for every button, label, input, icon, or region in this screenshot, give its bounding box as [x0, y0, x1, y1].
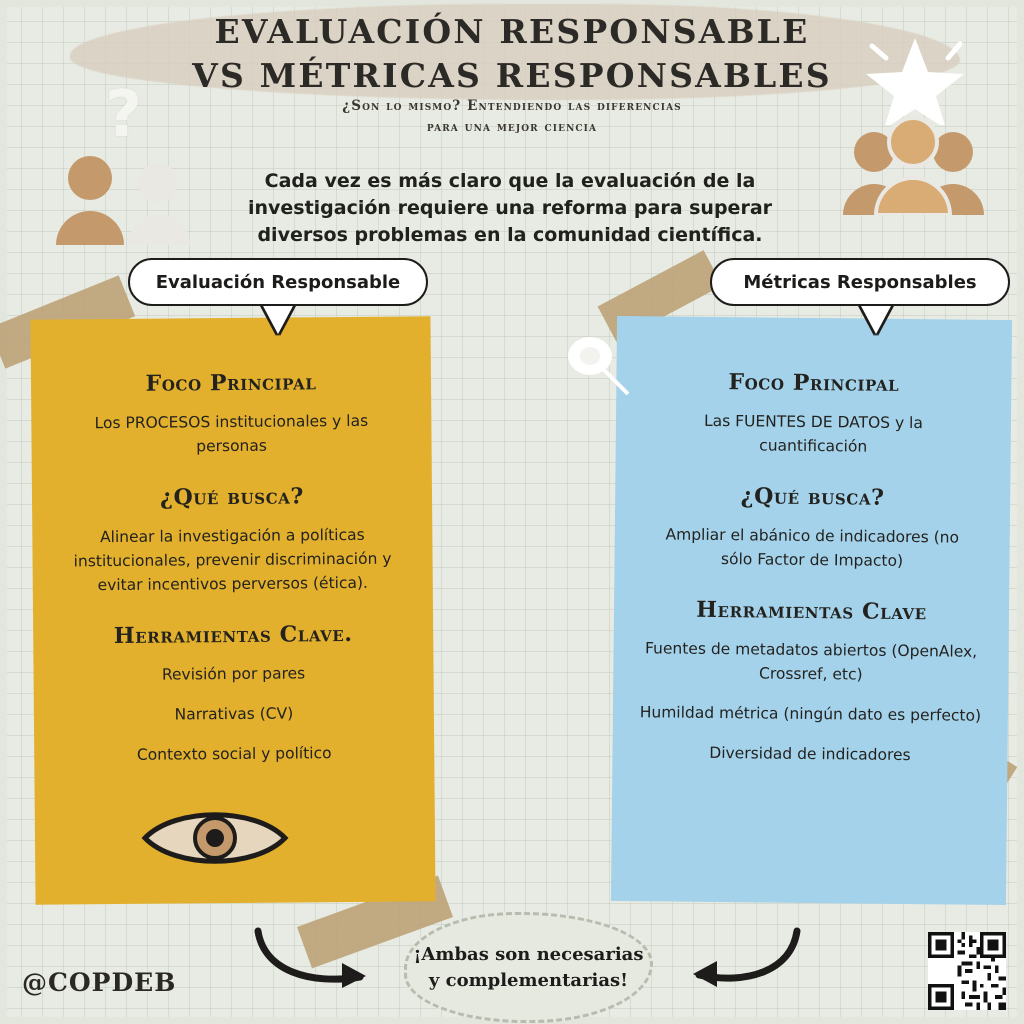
- tag-tail-right: [860, 304, 892, 334]
- right-tools-list: [638, 636, 982, 768]
- panel-metricas-responsables: [611, 316, 1012, 905]
- subtitle-line-2: para una mejor ciencia: [426, 119, 598, 135]
- list-item: Revisión por pares: [161, 664, 306, 684]
- left-focus-body: Los PROCESOS institucionales y las personas: [94, 411, 369, 456]
- list-item: Humildad métrica (ningún dato es perfecto): [639, 703, 982, 725]
- left-tools-list: [59, 660, 408, 767]
- subtitle-line-1: ¿Son lo mismo? Entendiendo las diferencias: [342, 98, 682, 114]
- eye-icon: [140, 805, 290, 870]
- list-item: Contexto social y político: [136, 744, 332, 764]
- curved-arrow-right-icon: [250, 925, 380, 995]
- label-text: Evaluación Responsable: [155, 271, 401, 293]
- right-focus-body: Las FUENTES DE DATOS y la cuantificación: [703, 411, 923, 456]
- title-line-2: VS MÉTRICAS RESPONSABLES: [192, 56, 832, 95]
- people-icon: [48, 150, 208, 245]
- tag-tail-left: [262, 304, 294, 334]
- qr-code-icon[interactable]: [928, 932, 1006, 1010]
- push-pin-icon: [560, 330, 630, 400]
- label-text: Métricas Responsables: [743, 271, 977, 293]
- star-icon: [860, 30, 970, 125]
- people-group-icon: [838, 110, 988, 215]
- author-handle: @COPDEB: [22, 968, 177, 997]
- list-item: Diversidad de indicadores: [709, 743, 911, 765]
- intro-paragraph: Cada vez es más claro que la evaluación de la investigación requiere una reforma para superar diversos problemas en la comunidad científica.: [247, 170, 773, 246]
- list-item: Narrativas (CV): [174, 704, 294, 724]
- list-item: Fuentes de metadatos abiertos (OpenAlex, Crossref, etc): [644, 639, 978, 684]
- title-line-1: EVALUACIÓN RESPONSABLE: [214, 12, 810, 51]
- curved-arrow-left-icon: [685, 925, 805, 995]
- conclusion-bubble: [404, 912, 653, 1023]
- right-seeks-body: Ampliar el abánico de indicadores (no sólo Factor de Impacto): [665, 525, 960, 570]
- label-evaluacion-responsable: [128, 258, 428, 306]
- left-seeks-body: Alinear la investigación a políticas institucionales, prevenir discriminación y evitar incentivos perversos (ética).: [73, 525, 392, 595]
- conclusion-text: ¡Ambas son necesarias y complementarias!: [413, 943, 644, 991]
- left-focus-heading: Foco Principal: [145, 369, 317, 397]
- label-metricas-responsables: [710, 258, 1010, 306]
- right-focus-heading: Foco Principal: [728, 369, 900, 397]
- right-tools-heading: Herramientas Clave: [696, 596, 927, 626]
- question-mark-icon: ?: [105, 78, 143, 152]
- left-tools-heading: Herramientas Clave.: [113, 620, 353, 650]
- left-seeks-heading: ¿Qué busca?: [159, 483, 305, 511]
- right-seeks-heading: ¿Qué busca?: [740, 483, 885, 511]
